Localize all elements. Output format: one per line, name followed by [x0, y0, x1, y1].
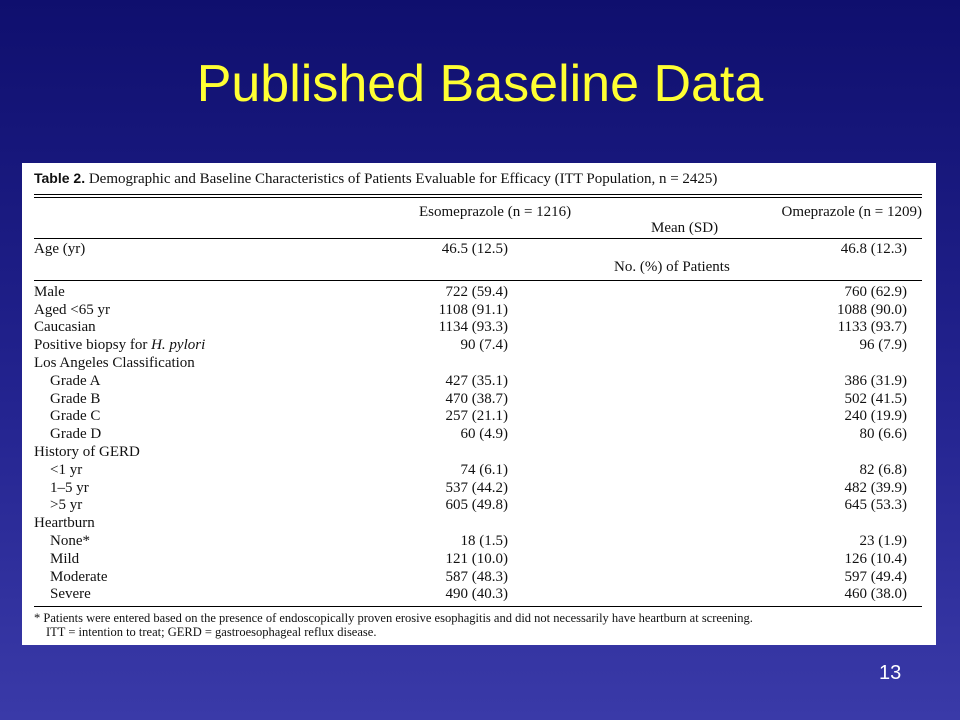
row-value-omeprazole: 482 (39.9): [844, 479, 907, 496]
row-label: [34, 284, 65, 302]
row-label-text: Caucasian: [34, 319, 96, 336]
row-label: [50, 462, 82, 480]
table-row: [34, 480, 922, 498]
table-row: [34, 569, 922, 587]
row-value-esomeprazole: 121 (10.0): [445, 550, 508, 567]
page-number: 13: [879, 662, 902, 684]
row-label: [50, 533, 90, 551]
row-value-esomeprazole: 257 (21.1): [445, 408, 508, 425]
row-value-esomeprazole: 74 (6.1): [460, 461, 508, 478]
row-label: [34, 515, 95, 533]
row-value-omeprazole: 460 (38.0): [844, 586, 907, 603]
row-value-esomeprazole: 46.5 (12.5): [441, 241, 508, 257]
table-row-age: [34, 241, 922, 259]
row-label: [50, 569, 107, 587]
row-label-text: Mild: [50, 550, 80, 567]
table-body: [34, 284, 922, 604]
row-value-esomeprazole: 587 (48.3): [445, 568, 508, 585]
row-label: [50, 586, 91, 604]
row-label: [50, 391, 100, 409]
table-row: [34, 426, 922, 444]
row-label: [50, 373, 100, 391]
pct-label: No. (%) of Patients: [614, 258, 730, 275]
row-value-esomeprazole: 1134 (93.3): [438, 319, 508, 336]
row-label: [34, 355, 195, 373]
row-label-text: Grade B: [50, 390, 101, 407]
row-label: [50, 426, 101, 444]
row-label-text: <1 yr: [50, 461, 83, 478]
slide-title: Published Baseline Data: [196, 55, 764, 113]
row-label-italic: H. pylori: [151, 337, 206, 354]
table-row: [34, 551, 922, 569]
row-value-omeprazole: 96 (7.9): [859, 337, 907, 354]
table-row: [34, 319, 922, 337]
row-label: [34, 337, 205, 355]
row-value-omeprazole: 240 (19.9): [844, 408, 907, 425]
row-value-esomeprazole: 427 (35.1): [445, 372, 508, 389]
row-label-text: Grade A: [50, 372, 101, 389]
row-label: [50, 480, 89, 498]
row-label-text: Severe: [50, 586, 91, 603]
row-value-esomeprazole: 1108 (91.1): [438, 301, 508, 318]
row-value-omeprazole: 80 (6.6): [859, 426, 907, 443]
row-value-omeprazole: 46.8 (12.3): [840, 241, 907, 257]
row-value-esomeprazole: 60 (4.9): [460, 426, 508, 443]
row-value-esomeprazole: 605 (49.8): [445, 497, 508, 514]
row-label-text: Moderate: [50, 568, 108, 585]
table-footnotes: [34, 611, 922, 639]
table-row: [34, 355, 922, 373]
column-header: [34, 198, 922, 238]
row-label-text: Aged <65 yr: [34, 301, 110, 318]
table-row: [34, 373, 922, 391]
row-value-esomeprazole: 722 (59.4): [445, 283, 508, 300]
row-value-omeprazole: 126 (10.4): [844, 550, 907, 567]
col-header-omeprazole: Omeprazole (n = 1209): [781, 204, 922, 220]
pct-band: [34, 259, 922, 277]
row-value-esomeprazole: 90 (7.4): [460, 337, 508, 354]
table-caption-label: Table 2.: [34, 170, 86, 186]
table-row: [34, 337, 922, 355]
row-label-text: Grade D: [50, 426, 102, 443]
row-value-omeprazole: 23 (1.9): [859, 532, 907, 549]
row-label-text: Positive biopsy for: [34, 337, 148, 354]
table-row: [34, 391, 922, 409]
row-label: Age (yr): [34, 241, 86, 257]
table-row: [34, 408, 922, 426]
row-value-omeprazole: 82 (6.8): [859, 461, 907, 478]
top-rule: [34, 194, 922, 195]
table-row: [34, 302, 922, 320]
row-label: [34, 319, 96, 337]
row-value-omeprazole: 1088 (90.0): [837, 301, 907, 318]
row-value-omeprazole: 386 (31.9): [844, 372, 907, 389]
bottom-rule: [34, 606, 922, 607]
row-label-text: History of GERD: [34, 443, 140, 460]
row-label: [34, 444, 140, 462]
header-rule: [34, 238, 922, 239]
table-row: [34, 533, 922, 551]
footnote-asterisk: * Patients were entered based on the presence of endoscopically proven erosive esophagitis and did not necessarily have heartburn at screening.: [34, 611, 753, 626]
section-rule: [34, 280, 922, 281]
row-value-omeprazole: 502 (41.5): [844, 390, 907, 407]
row-label-text: Male: [34, 283, 65, 300]
row-label: [50, 497, 82, 515]
row-label: [50, 551, 79, 569]
row-label-text: >5 yr: [50, 497, 83, 514]
table-row: [34, 284, 922, 302]
row-value-omeprazole: 1133 (93.7): [837, 319, 907, 336]
table-row: [34, 462, 922, 480]
col-header-esomeprazole: Esomeprazole (n = 1216): [419, 204, 572, 220]
row-value-omeprazole: 597 (49.4): [844, 568, 907, 585]
table-row: [34, 515, 922, 533]
row-label: [34, 302, 110, 320]
row-label-text: Grade C: [50, 408, 101, 425]
row-value-esomeprazole: 470 (38.7): [445, 390, 508, 407]
row-label-text: 1–5 yr: [50, 479, 89, 496]
table-row: [34, 497, 922, 515]
row-label-text: Heartburn: [34, 515, 95, 532]
mean-sd-label: Mean (SD): [651, 220, 719, 236]
row-value-esomeprazole: 490 (40.3): [445, 586, 508, 603]
data-table-panel: [22, 163, 936, 645]
table-row: [34, 444, 922, 462]
footnote-abbreviations: ITT = intention to treat; GERD = gastroesophageal reflux disease.: [46, 625, 377, 640]
row-label: [50, 408, 100, 426]
table-caption: [34, 169, 922, 188]
table-row: [34, 586, 922, 604]
row-value-esomeprazole: 18 (1.5): [460, 532, 508, 549]
row-label-text: Los Angeles Classification: [34, 354, 195, 371]
row-label-text: None*: [50, 532, 90, 549]
row-value-omeprazole: 645 (53.3): [844, 497, 907, 514]
table-caption-text: Demographic and Baseline Characteristics of Patients Evaluable for Efficacy (ITT Population, n = 2425): [88, 171, 718, 187]
row-value-esomeprazole: 537 (44.2): [445, 479, 508, 496]
row-value-omeprazole: 760 (62.9): [844, 283, 907, 300]
